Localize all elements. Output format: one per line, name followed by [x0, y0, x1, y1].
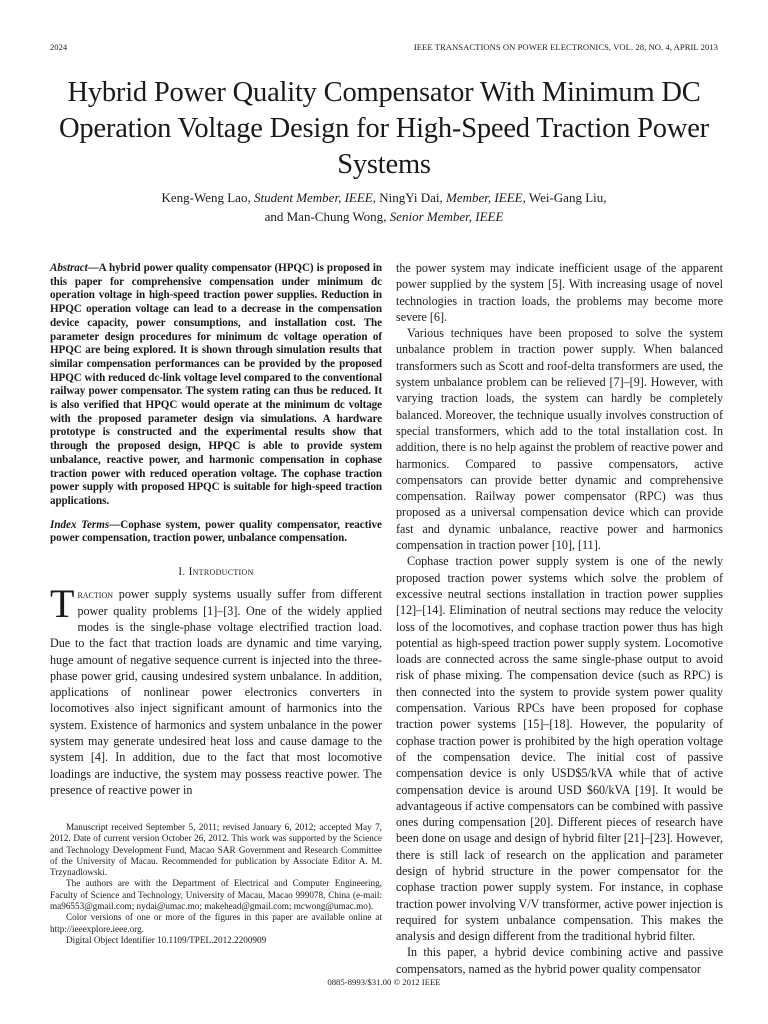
- affiliation-note: The authors are with the Department of Electrical and Computer Engineering, Faculty of Science and Technology, University of Macau, Macao 999078, China (e-mail: ma96553@gmail.com; nydai@umac.mo; makehead@gmail.com; mcwong@umac.mo).: [50, 878, 382, 912]
- page-number: 2024: [50, 42, 68, 52]
- index-terms: [50, 519, 382, 546]
- first-page-footnote: [50, 822, 382, 946]
- intro-first-word: raction: [77, 587, 113, 602]
- journal-header: IEEE TRANSACTIONS ON POWER ELECTRONICS, VOL. 28, NO. 4, APRIL 2013: [413, 42, 718, 52]
- author-name: NingYi Dai: [379, 190, 440, 205]
- paper-title: Hybrid Power Quality Compensator With Minimum DC Operation Voltage Design for High-Speed Traction Power Systems: [59, 77, 709, 180]
- abstract-label: Abstract: [50, 262, 88, 274]
- drop-cap: T: [50, 581, 75, 627]
- body-paragraph: Various techniques have been proposed to solve the system unbalance problem in traction power supply. When balanced transformers such as Scott and roof-delta transformers are used, the system unbalance problem can be relieved [7]–[9]. However, with varying traction loads, the system can hardly be completely balanced. Moreover, the technique usually involves construction of special transformers, which add to the total installation cost. In addition, there is no help against the problem of reactive power and harmonics. Compared to passive compensators, active compensators can provide better dynamic and comprehensive compensation. Railway power compensator (RPC) was thus proposed as a universal compensation device which can provide fast and dynamic unbalance, reactive power and harmonics compensation in traction power [10], [11].: [396, 326, 723, 553]
- manuscript-note: Manuscript received September 5, 2011; revised January 6, 2012; accepted May 7, 2012. Date of current version October 26, 2012. This work was supported by the Science and Technology Development Fund, Macao SAR Government and Research Committee of the University of Macau. Recommended for publication by Associate Editor A. M. Trzynadlowski.: [50, 822, 382, 878]
- running-head: [50, 42, 718, 54]
- left-column: [50, 262, 382, 798]
- abstract-text: —A hybrid power quality compensator (HPQC) is proposed in this paper for comprehensive compensation under minimum dc operation voltage in high-speed traction power supplies. Reduction in HPQC operation voltage can lead to a decrease in the compensation device capacity, power consumptions, and installation cost. The parameter design procedures for minimum dc voltage operation of HPQC are being explored. It is shown through simulation results that similar compensation performances can be provided by the proposed HPQC with reduced dc-link voltage level compared to the conventional railway power compensator. The system rating can thus be reduced. It is also verified that HPQC would operate at the minimum dc voltage with the proposed parameter design via simulations. A hardware prototype is constructed and the experimental results show that through the proposed design, HPQC is able to provide system unbalance, reactive power, and harmonic compensation in cophase traction power with reduced operation voltage. The cophase traction power supply with proposed HPQC is suitable for high-speed traction applications.: [50, 262, 382, 507]
- index-terms-label: Index Terms: [50, 518, 110, 531]
- doi-note: Digital Object Identifier 10.1109/TPEL.2012.2200909: [66, 934, 267, 945]
- author-name: Wei-Gang Liu,: [528, 190, 607, 205]
- copyright-footer: 0885-8993/$31.00 © 2012 IEEE: [327, 977, 441, 987]
- author-name: Keng-Weng Lao: [161, 190, 248, 205]
- author-membership: Senior Member, IEEE: [389, 208, 504, 224]
- body-paragraph: In this paper, a hybrid device combining active and passive compensators, named as the hybrid power quality compensator: [396, 945, 723, 976]
- index-terms-text: —Cophase system, power quality compensator, reactive power compensation, traction power, unbalance compensation.: [50, 518, 382, 545]
- body-paragraph: Cophase traction power supply system is one of the newly proposed traction power systems which solve the problem of excessive neutral sections installation in traction power supplies [12]–[14]. Elimination of neutral sections may reduce the velocity loss of the locomotives, and cophase traction power thus has high potential as high-speed traction power supply system. Locomotive loads are connected across the same single-phase output to avoid risk of phase mixing. The compensation device (such as RPC) is then connected into the system to provide system power quality compensation. Various RPCs have been proposed for cophase traction power systems [15]–[18]. However, the popularity of cophase traction power is prohibited by the high operation voltage of the compensation device. The initial cost of passive compensation device is only USD$5/kVA while that of active compensation device is around USD $60/kVA [19]. It would be advantageous if active compensators can be combined with passive ones during compensation [20]. Different pieces of research have been done on usage and design of hybrid filter [21]–[23]. However, there is still lack of research on the application and parameter design of hybrid structure in the power compensator for the cophase traction power supply system. For instance, in cophase traction power involving V/V transformer, active power injection is required for system unbalance compensation. This makes the analysis and design different from the traditional hybrid filter.: [396, 554, 723, 944]
- intro-text: power supply systems usually suffer from different power quality problems [1]–[3]. One of the widely applied modes is the single-phase voltage electrified traction load. Due to the fact that traction loads are dynamic and time varying, huge amount of negative sequence current is injected into the three-phase power grid, causing undesired system unbalance. In addition, applications of nonlinear power electronics converters in locomotives also inject significant amount of harmonics into the system. Existence of harmonics and system unbalance in the power system may generate undesired heat loss and cause damage to the system [4]. In addition, due to the fact that most locomotive loadings are inductive, the system may possess reactive power. The presence of reactive power in: [50, 587, 382, 797]
- author-name: and Man-Chung Wong: [264, 208, 384, 224]
- section-heading: [50, 564, 382, 580]
- abstract: [50, 262, 382, 509]
- body-paragraph: the power system may indicate inefficient usage of the apparent power supplied by the system [5]. With increasing usage of novel technologies in traction loads, the problems may become more severe [6].: [396, 261, 723, 324]
- color-version-note: Color versions of one or more of the figures in this paper are available online at http://ieeexplore.ieee.org.: [50, 912, 382, 934]
- section-title: Introduction: [188, 566, 254, 579]
- section-number: I.: [178, 566, 189, 579]
- author-list: Keng-Weng Lao, Student Member, IEEE, NingYi Dai, Member, IEEE, Wei-Gang Liu, and Man-Chung Wong, Senior Member, IEEE: [161, 190, 607, 224]
- author-membership: Member, IEEE: [446, 190, 523, 205]
- author-membership: Student Member, IEEE: [253, 190, 373, 205]
- introduction-paragraph: [50, 581, 382, 798]
- right-column: [396, 260, 723, 977]
